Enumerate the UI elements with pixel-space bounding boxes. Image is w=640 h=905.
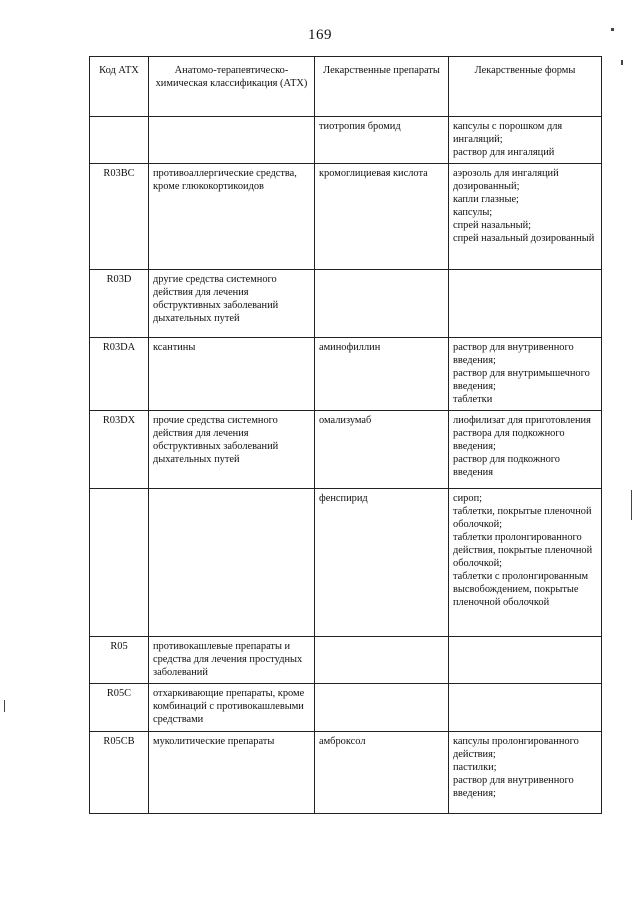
cell-drug [315, 637, 449, 684]
form-item: таблетки, покрытые пленочной оболочкой; [453, 506, 592, 530]
form-item: аэрозоль для ингаляций дозированный; [453, 168, 559, 192]
cell-code: R03D [90, 270, 149, 338]
header-forms: Лекарственные формы [449, 57, 602, 117]
cell-classification: муколитические препараты [149, 732, 315, 814]
form-item: сироп; [453, 493, 483, 504]
form-item: таблетки [453, 394, 493, 405]
cell-code [90, 117, 149, 164]
form-item: капсулы с порошком для ингаляций; [453, 121, 563, 145]
cell-drug: тиотропия бромид [315, 117, 449, 164]
form-item: раствор для внутривенного введения; [453, 775, 574, 799]
cell-forms [449, 732, 602, 814]
form-item: раствор для внутримышечного введения; [453, 368, 590, 392]
form-item: спрей назальный дозированный [453, 233, 595, 244]
header-drugs: Лекарственные препараты [315, 57, 449, 117]
header-classification: Анатомо-терапевтическо-химическая классификация (АТХ) [149, 57, 315, 117]
table-row [90, 338, 602, 411]
form-item: капсулы; [453, 207, 493, 218]
form-item: пастилки; [453, 762, 497, 773]
form-item: раствор для ингаляций [453, 147, 555, 158]
cell-classification: противокашлевые препараты и средства для лечения простудных заболеваний [149, 637, 315, 684]
cell-drug: кромоглициевая кислота [315, 164, 449, 270]
form-item: таблетки с пролонгированным высвобождением, покрытые пленочной оболочкой [453, 571, 589, 608]
table-row [90, 637, 602, 684]
cell-drug: омализумаб [315, 411, 449, 489]
table-row [90, 411, 602, 489]
cell-code [90, 489, 149, 637]
cell-code: R05CB [90, 732, 149, 814]
cell-code: R03BC [90, 164, 149, 270]
form-item: раствор для подкожного введения [453, 454, 560, 478]
form-item: спрей назальный; [453, 220, 532, 231]
table-row [90, 164, 602, 270]
table-row [90, 117, 602, 164]
cell-classification: отхаркивающие препараты, кроме комбинаций с противокашлевыми средствами [149, 684, 315, 732]
cell-forms [449, 489, 602, 637]
cell-classification: ксантины [149, 338, 315, 411]
cell-drug: амброксол [315, 732, 449, 814]
table-row [90, 270, 602, 338]
cell-classification [149, 489, 315, 637]
header-code: Код АТХ [90, 57, 149, 117]
table-row [90, 732, 602, 814]
cell-drug: аминофиллин [315, 338, 449, 411]
cell-forms [449, 338, 602, 411]
table-row [90, 684, 602, 732]
cell-forms [449, 411, 602, 489]
form-item: капли глазные; [453, 194, 519, 205]
cell-classification: другие средства системного действия для лечения обструктивных заболеваний дыхательных путей [149, 270, 315, 338]
cell-drug [315, 684, 449, 732]
form-item: капсулы пролонгированного действия; [453, 736, 579, 760]
cell-code: R05C [90, 684, 149, 732]
cell-forms [449, 684, 602, 732]
scan-mark [611, 28, 614, 31]
scan-mark [4, 700, 5, 712]
cell-forms [449, 117, 602, 164]
cell-forms [449, 164, 602, 270]
table-header-row [90, 57, 602, 117]
scan-mark [621, 60, 623, 65]
cell-code: R03DX [90, 411, 149, 489]
form-item: раствор для внутривенного введения; [453, 342, 574, 366]
form-item: таблетки пролонгированного действия, покрытые пленочной оболочкой; [453, 532, 593, 569]
cell-forms [449, 270, 602, 338]
form-item: лиофилизат для приготовления раствора для подкожного введения; [453, 415, 591, 452]
cell-code: R05 [90, 637, 149, 684]
atx-table [89, 56, 602, 814]
cell-drug [315, 270, 449, 338]
page-number: 169 [308, 27, 332, 43]
cell-drug: фенспирид [315, 489, 449, 637]
scan-mark [631, 490, 632, 520]
cell-forms [449, 637, 602, 684]
cell-classification [149, 117, 315, 164]
cell-classification: прочие средства системного действия для лечения обструктивных заболеваний дыхательных путей [149, 411, 315, 489]
table-row [90, 489, 602, 637]
cell-classification: противоаллергические средства, кроме глюкокортикоидов [149, 164, 315, 270]
cell-code: R03DA [90, 338, 149, 411]
